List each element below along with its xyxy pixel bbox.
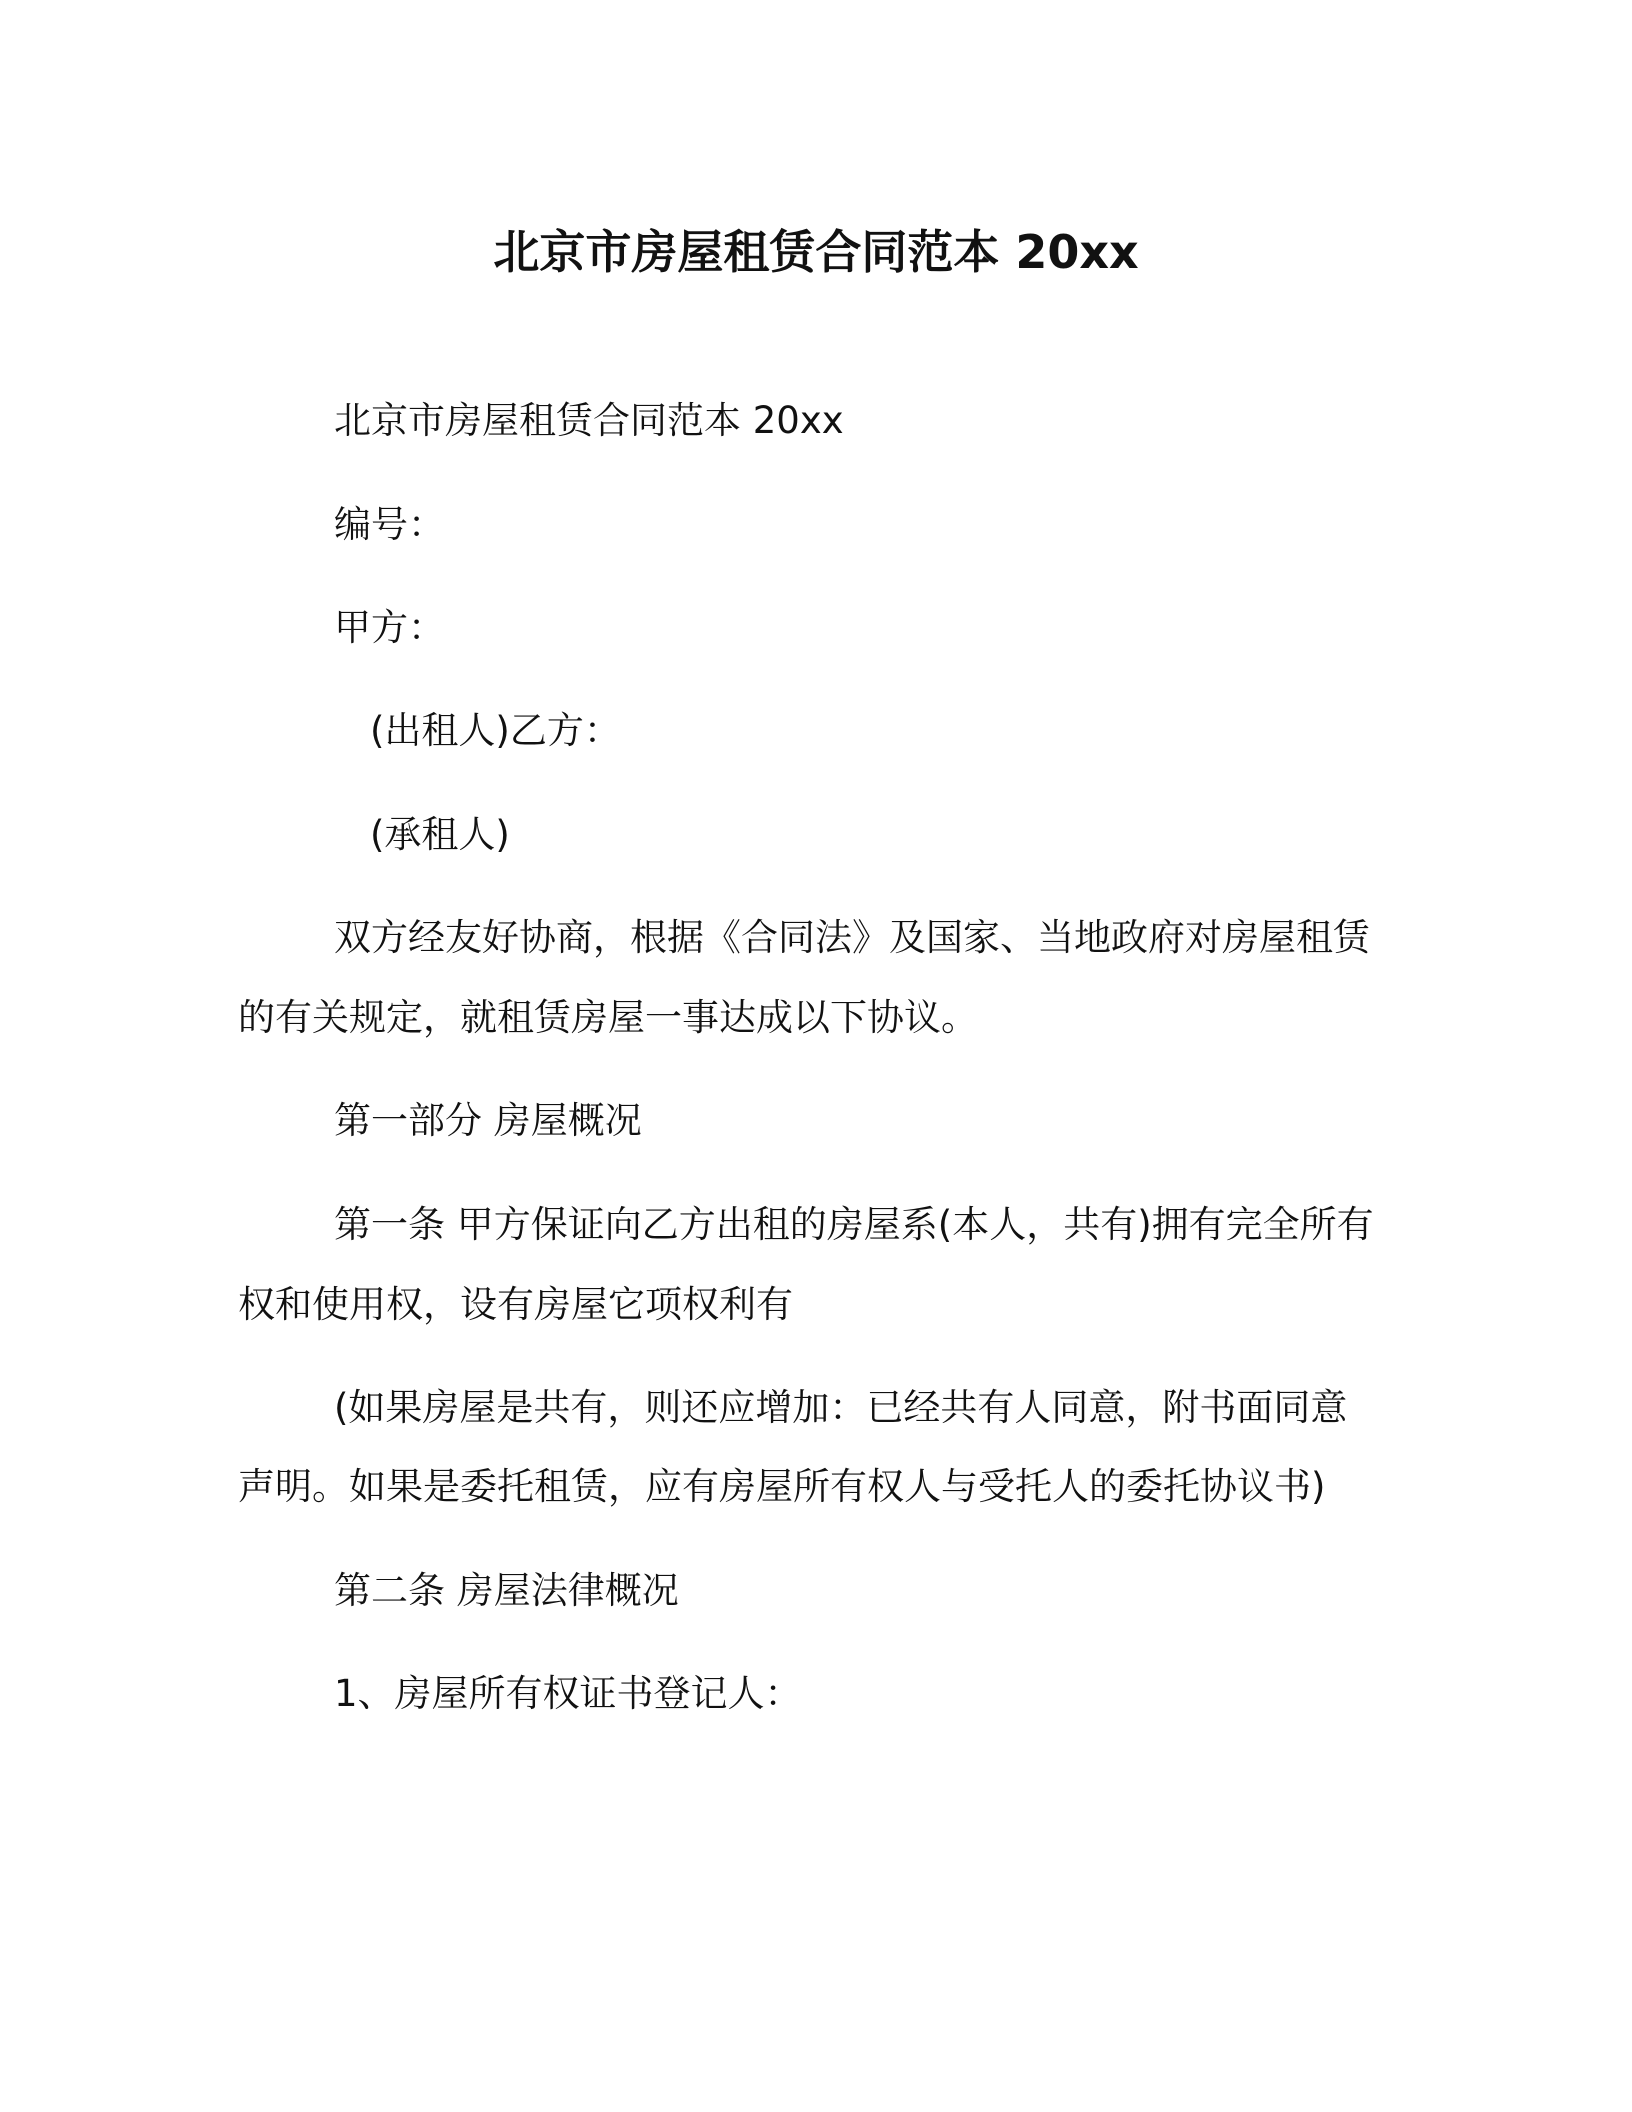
lessee-label: (承租人) <box>370 813 510 856</box>
article-one-line-2: 权和使用权，设有房屋它项权利有 <box>238 1283 793 1326</box>
document-title: 北京市房屋租赁合同范本 20xx <box>493 225 1139 279</box>
contract-number-label: 编号： <box>334 503 445 546</box>
article-two-heading: 第二条 房屋法律概况 <box>334 1569 679 1612</box>
intro-paragraph-line-1: 双方经友好协商，根据《合同法》及国家、当地政府对房屋租赁 <box>334 916 1370 959</box>
document-subtitle: 北京市房屋租赁合同范本 20xx <box>334 399 844 442</box>
article-one-line-1: 第一条 甲方保证向乙方出租的房屋系(本人，共有)拥有完全所有 <box>334 1203 1374 1246</box>
note-paragraph-line-1: (如果房屋是共有，则还应增加：已经共有人同意，附书面同意 <box>334 1386 1348 1429</box>
party-a-label: 甲方： <box>334 606 445 649</box>
part-one-heading: 第一部分 房屋概况 <box>334 1099 642 1142</box>
intro-paragraph-line-2: 的有关规定，就租赁房屋一事达成以下协议。 <box>238 996 978 1039</box>
note-paragraph-line-2: 声明。如果是委托租赁，应有房屋所有权人与受托人的委托协议书) <box>238 1465 1326 1508</box>
item-one-label: 1、房屋所有权证书登记人： <box>334 1672 802 1715</box>
lessor-party-b-label: (出租人)乙方： <box>370 709 621 752</box>
